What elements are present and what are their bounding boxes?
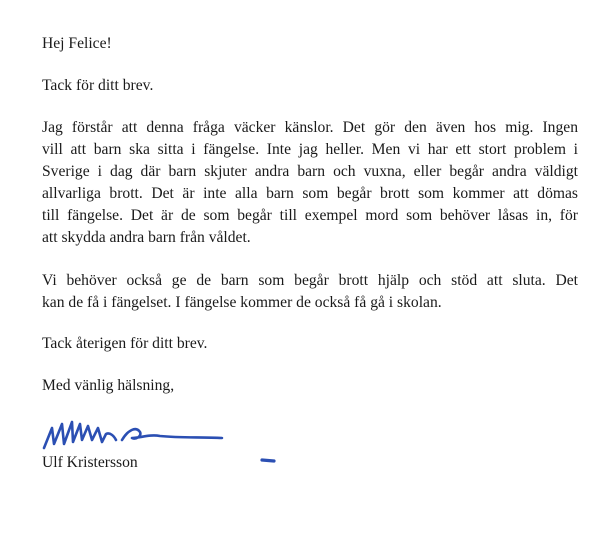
closing-thanks: Tack återigen för ditt brev. <box>42 335 208 352</box>
paragraph1-line: vill att barn ska sitta i fängelse. Inte jag heller. Men vi har ett stort problem i <box>42 141 578 158</box>
paragraph2-line: kan de få i fängelset. I fängelse kommer de också få gå i skolan. <box>42 294 442 311</box>
greeting: Hej Felice! <box>42 35 112 52</box>
paragraph1-line: att skydda andra barn från våldet. <box>42 229 251 246</box>
paragraph1-line: Sverige i dag där barn skjuter andra barn och vuxna, eller begår andra väldigt <box>42 163 578 180</box>
signer-name: Ulf Kristersson <box>42 454 138 471</box>
paragraph1-line: Jag förstår att denna fråga väcker känslor. Det gör den även hos mig. Ingen <box>42 119 578 136</box>
sign-off: Med vänlig hälsning, <box>42 377 175 394</box>
paragraph1-line: till fängelse. Det är de som begår till exempel mord som behöver låsas in, för <box>42 207 578 224</box>
paragraph1-line: allvarliga brott. Det är inte alla barn som begår brott som kommer att dömas <box>42 185 578 202</box>
thanks-line: Tack för ditt brev. <box>42 77 154 94</box>
paragraph2-line: Vi behöver också ge de barn som begår brott hjälp och stöd att sluta. Det <box>42 272 578 289</box>
